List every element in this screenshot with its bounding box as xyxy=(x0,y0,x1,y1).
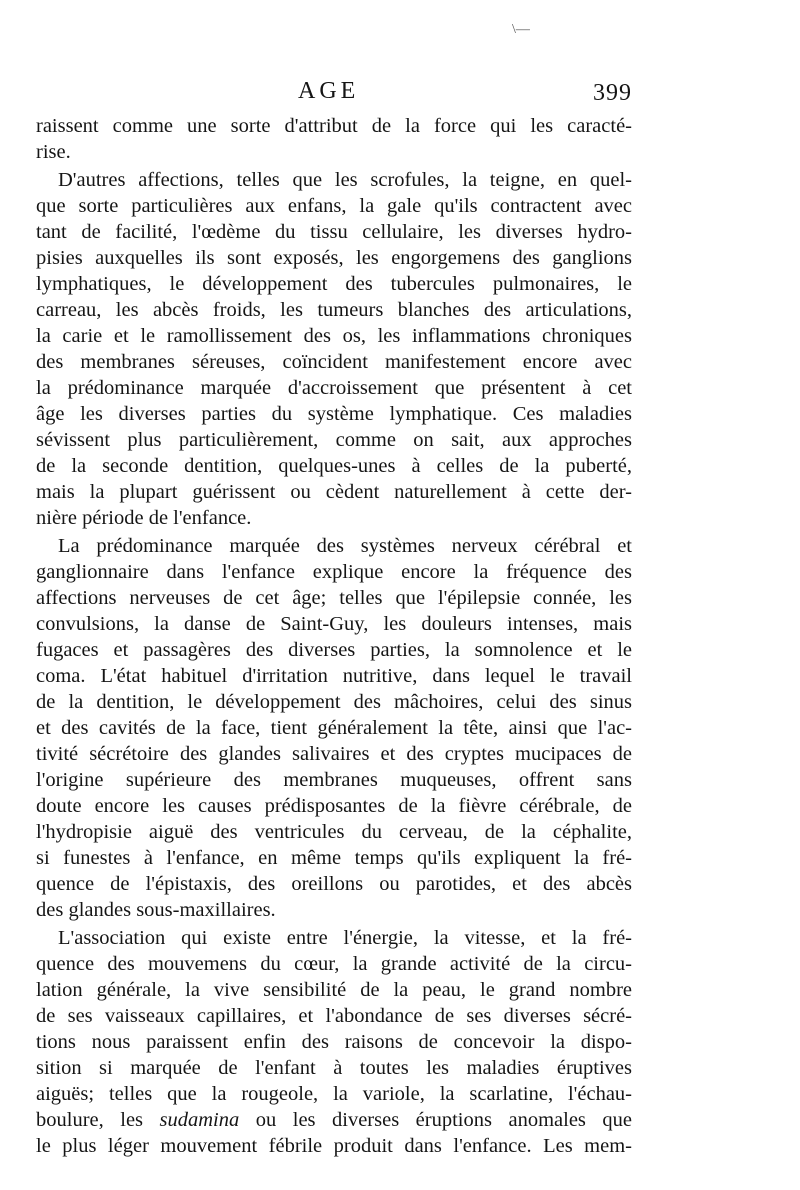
text-line: que sorte particulières aux enfans, la gale qu'ils contractent avec xyxy=(36,195,632,217)
text-line: l'hydropisie aiguë des ventricules du cerveau, de la céphalite, xyxy=(36,821,632,843)
text-line: aiguës; telles que la rougeole, la variole, la scarlatine, l'échau- xyxy=(36,1083,632,1105)
text-line: lymphatiques, le développement des tubercules pulmonaires, le xyxy=(36,273,632,295)
running-head: AGE xyxy=(298,78,360,104)
text-line: quence de l'épistaxis, des oreillons ou parotides, et des abcès xyxy=(36,873,632,895)
text-line: de la seconde dentition, quelques-unes à celles de la puberté, xyxy=(36,455,632,477)
italic-term: sudamina xyxy=(159,1109,240,1131)
text-line: la prédominance marquée d'accroissement que présentent à cet xyxy=(36,377,632,399)
text-line: rise. xyxy=(36,141,71,163)
text-line: doute encore les causes prédisposantes de la fièvre cérébrale, de xyxy=(36,795,632,817)
text-line: mais la plupart guérissent ou cèdent naturellement à cette der- xyxy=(36,481,632,503)
text-line: la carie et le ramollissement des os, les inflammations chroniques xyxy=(36,325,632,347)
text-line: tivité sécrétoire des glandes salivaires et des cryptes mucipaces de xyxy=(36,743,632,765)
text-line: des glandes sous-maxillaires. xyxy=(36,899,276,921)
text-line: carreau, les abcès froids, les tumeurs blanches des articulations, xyxy=(36,299,632,321)
text-run: boulure, les xyxy=(36,1109,144,1131)
text-line: coma. L'état habituel d'irritation nutritive, dans lequel le travail xyxy=(36,665,632,687)
text-line: le plus léger mouvement fébrile produit dans l'enfance. Les mem- xyxy=(36,1135,632,1157)
page-header xyxy=(36,78,632,112)
text-line: de la dentition, le développement des mâchoires, celui des sinus xyxy=(36,691,632,713)
corner-mark: \— xyxy=(512,22,530,37)
text-line: des membranes séreuses, coïncident manifestement encore avec xyxy=(36,351,632,373)
text-line: sévissent plus particulièrement, comme on sait, aux approches xyxy=(36,429,632,451)
paragraph-start-line: La prédominance marquée des systèmes nerveux cérébral et xyxy=(58,535,632,557)
text-line: convulsions, la danse de Saint-Guy, les douleurs intenses, mais xyxy=(36,613,632,635)
page-number: 399 xyxy=(593,80,632,106)
text-line: tions nous paraissent enfin des raisons de concevoir la dispo- xyxy=(36,1031,632,1053)
text-line: raissent comme une sorte d'attribut de la force qui les caracté- xyxy=(36,115,632,137)
text-line-with-italic xyxy=(36,1107,632,1133)
text-line: lation générale, la vive sensibilité de la peau, le grand nombre xyxy=(36,979,632,1001)
text-line: pisies auxquelles ils sont exposés, les engorgemens des ganglions xyxy=(36,247,632,269)
body-text xyxy=(36,113,632,1159)
text-line: quence des mouvemens du cœur, la grande activité de la circu- xyxy=(36,953,632,975)
text-line: sition si marquée de l'enfant à toutes les maladies éruptives xyxy=(36,1057,632,1079)
text-line: ganglionnaire dans l'enfance explique encore la fréquence des xyxy=(36,561,632,583)
text-line: affections nerveuses de cet âge; telles que l'épilepsie connée, les xyxy=(36,587,632,609)
text-line: si funestes à l'enfance, en même temps qu'ils expliquent la fré- xyxy=(36,847,632,869)
text-line: l'origine supérieure des membranes muqueuses, offrent sans xyxy=(36,769,632,791)
text-run: ou les diverses éruptions anomales que xyxy=(255,1109,632,1131)
text-line: âge les diverses parties du système lymphatique. Ces maladies xyxy=(36,403,632,425)
text-line: nière période de l'enfance. xyxy=(36,507,252,529)
paragraph-start-line: D'autres affections, telles que les scrofules, la teigne, en quel- xyxy=(58,169,632,191)
text-line: tant de facilité, l'œdème du tissu cellulaire, les diverses hydro- xyxy=(36,221,632,243)
text-line: fugaces et passagères des diverses parties, la somnolence et le xyxy=(36,639,632,661)
text-line: de ses vaisseaux capillaires, et l'abondance de ses diverses sécré- xyxy=(36,1005,632,1027)
text-line: et des cavités de la face, tient généralement la tête, ainsi que l'ac- xyxy=(36,717,632,739)
paragraph-start-line: L'association qui existe entre l'énergie, la vitesse, et la fré- xyxy=(58,927,632,949)
